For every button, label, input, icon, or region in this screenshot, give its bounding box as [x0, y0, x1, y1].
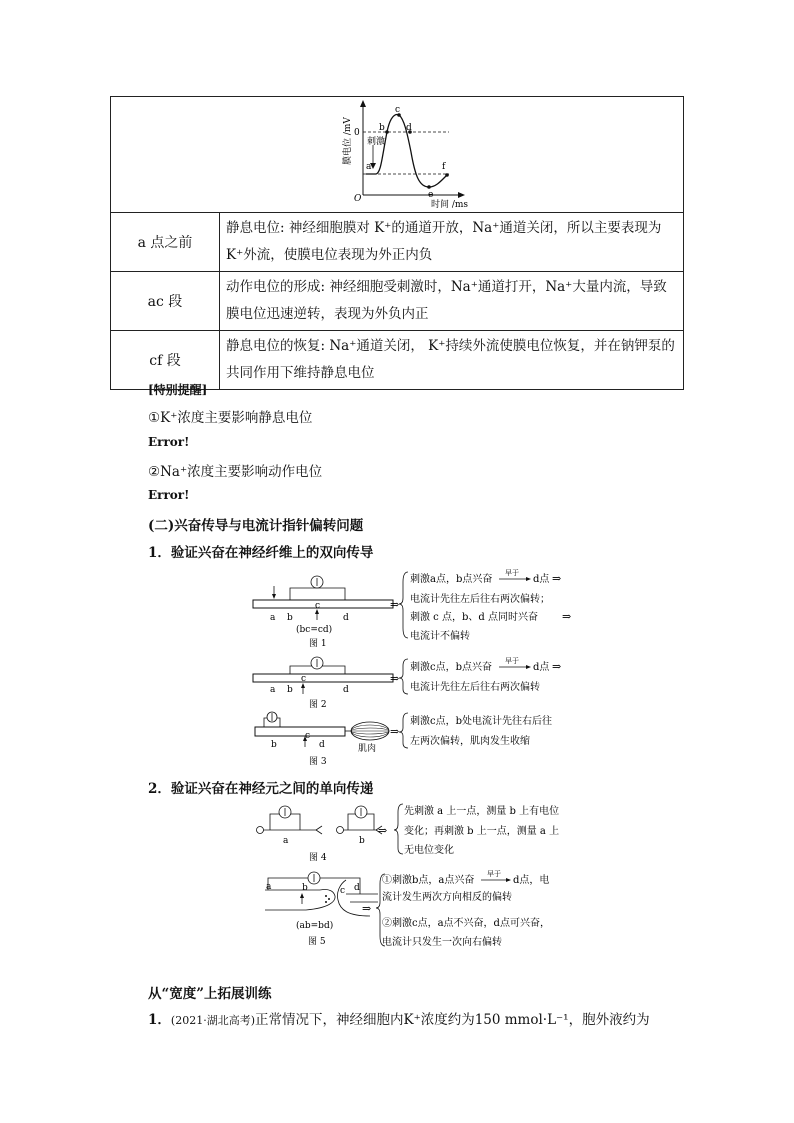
fig2-implies-2: ⇒	[552, 660, 562, 673]
question-source: (2021·湖北高考)	[170, 1014, 255, 1027]
figure-5	[250, 866, 690, 956]
question-1	[148, 1008, 650, 1028]
graph-origin: O	[354, 194, 362, 204]
fig4-label-a: a	[283, 836, 289, 846]
fig5-implies: ⇒	[362, 902, 372, 915]
fig3-line2: 左两次偏转，肌肉发生收缩	[410, 736, 530, 747]
graph-point-c: c	[395, 105, 401, 115]
fig1-arrow-text: 早于	[505, 569, 519, 577]
fig1-label-c: c	[315, 601, 321, 611]
graph-xlabel: 时间 /ms	[431, 200, 469, 210]
question-text: 正常情况下，神经细胞内K⁺浓度约为150 mmol·L⁻¹，胞外液约为	[254, 1012, 650, 1028]
fig2-label-c: c	[301, 674, 307, 684]
fig3-muscle: 肌肉	[358, 744, 377, 754]
fig5-line3: ②刺激c点，a点不兴奋，d点可兴奋，	[382, 918, 550, 929]
row-label: ac 段	[111, 272, 220, 331]
graph-cell	[110, 96, 684, 212]
fig2-arrow-text: 早于	[505, 657, 519, 665]
fig1-implies-3: ⇒	[562, 610, 572, 623]
fig1-line1a: 刺激a点，b点兴奋	[410, 574, 493, 585]
fig1-label-a: a	[270, 613, 276, 623]
fig3-label-b: b	[271, 740, 277, 750]
fig2-line2: 电流计先往左后往右两次偏转	[410, 682, 540, 693]
figure-1	[250, 562, 650, 652]
table-row	[111, 272, 684, 331]
fig4-implies: ⇒	[378, 824, 388, 837]
graph-point-a: a	[366, 162, 372, 172]
extension-title: 从“宽度”上拓展训练	[148, 986, 272, 1002]
fig1-line1b: d点	[533, 574, 550, 585]
fig5-line1a: ①刺激b点，a点兴奋	[382, 875, 475, 886]
fig3-caption: 图 3	[309, 757, 327, 767]
fig1-implies-1: ⇒	[390, 598, 400, 611]
row-label: cf 段	[111, 331, 220, 390]
fig1-line4: 电流计不偏转	[410, 631, 470, 642]
fig5-line1b: d点，电	[513, 875, 550, 886]
note-item-1: ①K⁺浓度主要影响静息电位	[148, 410, 313, 426]
error-text-2: Error!	[148, 488, 190, 502]
fig1-label-b: b	[287, 613, 293, 623]
fig5-label-a: a	[266, 882, 272, 892]
membrane-potential-graph	[111, 97, 685, 213]
graph-ylabel: 膜电位 /mV	[343, 117, 353, 165]
fig2-caption: 图 2	[309, 700, 327, 710]
graph-point-b: b	[379, 123, 385, 133]
fig1-caption: 图 1	[309, 639, 327, 649]
fig5-line4: 电流计只发生一次向右偏转	[382, 937, 502, 948]
graph-zero: 0	[354, 128, 360, 138]
fig1-label-d: d	[343, 613, 349, 623]
fig5-arrow-text: 早于	[487, 870, 501, 878]
notes-heading: [特别提醒]	[148, 383, 208, 397]
fig3-label-d: d	[319, 740, 325, 750]
fig5-caption: 图 5	[308, 937, 326, 947]
figure-3	[250, 708, 650, 768]
fig1-line3: 刺激 c 点，b、d 点同时兴奋	[410, 612, 538, 623]
fig4-line2: 变化；再刺激 b 上一点，测量 a 上	[404, 826, 560, 837]
fig2-label-d: d	[343, 685, 349, 695]
graph-stim-label: 刺激	[367, 137, 386, 147]
fig2-line1b: d点	[533, 662, 550, 673]
fig1-eq: (bc=cd)	[296, 625, 333, 635]
table-row	[111, 213, 684, 272]
fig1-implies-2: ⇒	[552, 572, 562, 585]
graph-point-d: d	[406, 123, 412, 133]
figure-2	[250, 654, 650, 714]
error-text-1: Error!	[148, 435, 190, 449]
fig2-label-a: a	[270, 685, 276, 695]
fig5-label-c: c	[340, 886, 346, 896]
graph-point-f: f	[442, 162, 446, 172]
fig5-eq: (ab=bd)	[296, 921, 334, 931]
fig2-label-b: b	[287, 685, 293, 695]
graph-point-e: e	[428, 190, 434, 200]
fig2-implies-1: ⇒	[390, 672, 400, 685]
fig5-label-d: d	[354, 883, 360, 893]
potential-table	[110, 212, 684, 390]
figure-4	[250, 800, 670, 866]
row-text: 动作电位的形成: 神经细胞受刺激时，Na⁺通道打开，Na⁺大量内流，导致膜电位迅速逆转，表现为外负内正	[220, 272, 684, 331]
fig1-line2: 电流计先往左后往右两次偏转；	[410, 594, 550, 605]
row-text: 静息电位: 神经细胞膜对 K⁺的通道开放，Na⁺通道关闭，所以主要表现为 K⁺外流，使膜电位表现为外正内负	[220, 213, 684, 272]
section-title: (二)兴奋传导与电流计指针偏转问题	[148, 518, 364, 534]
fig3-implies: ⇒	[390, 725, 400, 738]
fig5-line2: 流计发生两次方向相反的偏转	[382, 892, 512, 903]
fig4-caption: 图 4	[309, 853, 327, 863]
fig3-label-c: c	[305, 731, 311, 741]
subsection-2: 2．验证兴奋在神经元之间的单向传递	[148, 781, 374, 797]
fig4-line1: 先刺激 a 上一点，测量 b 上有电位	[404, 806, 560, 817]
note-item-2: ②Na⁺浓度主要影响动作电位	[148, 464, 323, 480]
fig2-line1a: 刺激c点，b点兴奋	[410, 662, 493, 673]
row-text: 静息电位的恢复: Na⁺通道关闭， K⁺持续外流使膜电位恢复，并在钠钾泵的共同作用下维持静息电位	[220, 331, 684, 390]
fig5-label-b: b	[302, 883, 308, 893]
fig3-line1: 刺激c点，b处电流计先往右后往	[410, 716, 553, 727]
question-number: 1．	[148, 1012, 171, 1028]
row-label: a 点之前	[111, 213, 220, 272]
fig4-label-b: b	[359, 836, 365, 846]
fig4-line3: 无电位变化	[404, 845, 454, 856]
subsection-1: 1．验证兴奋在神经纤维上的双向传导	[148, 545, 374, 561]
